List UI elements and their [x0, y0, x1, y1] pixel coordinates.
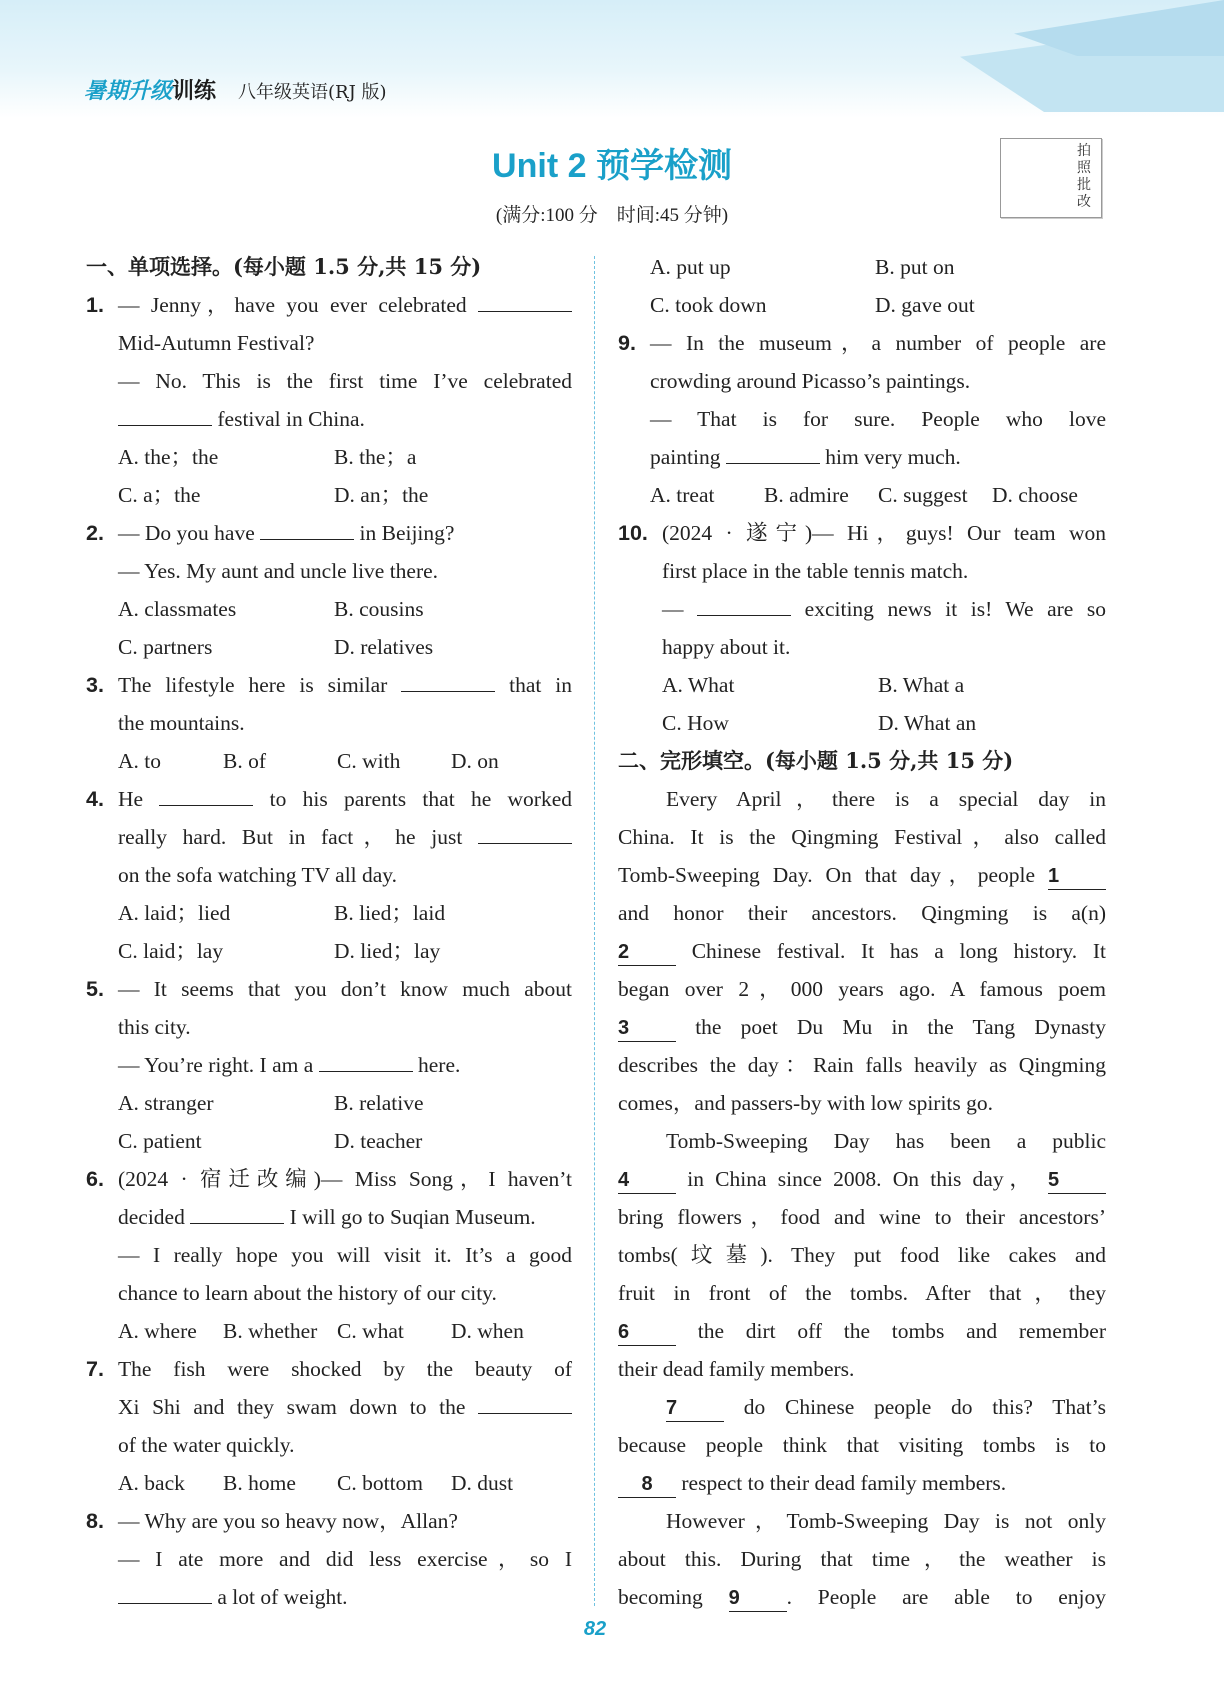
cloze-blank[interactable]: 2 — [618, 939, 676, 966]
question-8-options — [618, 248, 1106, 324]
option-c[interactable]: C. took down — [650, 293, 767, 317]
question-6: 6. (2024 · 宿迁改编)— Miss Song，I haven’t decided I will go to Suqian Museum. — I really hope you will visit it. It’s a good chance to learn about the history of our city. A. where B. whether C. what D. when — [86, 1160, 572, 1350]
answer-blank[interactable] — [726, 439, 820, 464]
cloze-blank[interactable]: 9 — [729, 1585, 787, 1612]
section-heading-single-choice: 一、单项选择。(每小题 1.5 分,共 15 分) — [86, 254, 482, 279]
option-d[interactable]: D. choose — [992, 483, 1078, 507]
brand-logo: 暑期升级训练 — [84, 78, 217, 103]
answer-blank[interactable] — [319, 1047, 413, 1072]
cloze-blank[interactable]: 5 — [1048, 1167, 1106, 1194]
option-b[interactable]: B. relative — [334, 1091, 424, 1115]
option-c[interactable]: C. bottom — [337, 1471, 424, 1495]
answer-blank[interactable] — [118, 401, 212, 426]
option-d[interactable]: D. when — [451, 1319, 524, 1343]
option-b[interactable]: B. cousins — [334, 597, 424, 621]
answer-blank[interactable] — [190, 1199, 284, 1224]
answer-blank[interactable] — [478, 819, 572, 844]
page-title: Unit 2 预学检测 — [492, 147, 732, 185]
right-column — [618, 248, 1106, 1616]
book-subtitle: 八年级英语(RJ 版) — [238, 82, 387, 103]
cloze-blank[interactable]: 1 — [1048, 863, 1106, 890]
answer-blank[interactable] — [118, 1579, 212, 1604]
option-d[interactable]: D. teacher — [334, 1129, 423, 1153]
answer-blank[interactable] — [478, 1389, 572, 1414]
option-d[interactable]: D. lied；lay — [334, 939, 441, 963]
answer-blank[interactable] — [260, 515, 354, 540]
option-b[interactable]: B. What a — [878, 673, 965, 697]
answer-blank[interactable] — [478, 287, 572, 312]
option-a[interactable]: A. where — [118, 1319, 197, 1343]
question-10: 10. (2024 · 遂宁)— Hi，guys! Our team won first place in the table tennis match. — exciting news it is! We are so happy about it. A. What B. What a C. How D. What an — [618, 514, 1106, 742]
cloze-blank[interactable]: 7 — [666, 1395, 724, 1422]
option-c[interactable]: C. a；the — [118, 483, 201, 507]
section-heading-cloze: 二、完形填空。(每小题 1.5 分,共 15 分) — [618, 748, 1014, 773]
option-a[interactable]: A. stranger — [118, 1091, 214, 1115]
answer-blank[interactable] — [697, 591, 791, 616]
option-d[interactable]: D. relatives — [334, 635, 434, 659]
option-c[interactable]: C. patient — [118, 1129, 202, 1153]
question-3: 3. The lifestyle here is similar that in the mountains. A. to B. of C. with D. on — [86, 666, 572, 780]
cloze-blank[interactable]: 6 — [618, 1319, 676, 1346]
option-a[interactable]: A. classmates — [118, 597, 237, 621]
score-time-info: (满分:100 分 时间:45 分钟) — [495, 205, 729, 226]
option-b[interactable]: B. home — [223, 1471, 296, 1495]
option-a[interactable]: A. put up — [650, 255, 731, 279]
column-divider — [594, 256, 595, 1606]
option-b[interactable]: B. the；a — [334, 445, 417, 469]
option-b[interactable]: B. put on — [875, 255, 955, 279]
cloze-blank[interactable]: 4 — [618, 1167, 676, 1194]
question-8: 8. — Why are you so heavy now，Allan? — I ate more and did less exercise，so I a lot of weight. — [86, 1509, 572, 1609]
question-4: 4. He to his parents that he worked really hard. But in fact，he just on the sofa watching TV all day. A. laid；lied B. lied；laid C. laid；lay D. lied；lay — [86, 780, 572, 970]
cloze-passage: Every April，there is a special day in China. It is the Qingming Festival，also called Tomb-Sweeping Day. On that day，people 1 and honor their ancestors. Qingming is a(n) 2 Chinese festival. It has a long history. It began over 2，000 years ago. A famous poem 3 the poet Du Mu in the Tang Dynasty describes the day：Rain falls heavily as Qingming comes，and passers-by with low spirits go. Tomb-Sweeping Day has been a public 4 in China since 2008. On this day， 5 bring flowers，food and wine to their ancestors’ tombs(坟墓). They put food like cakes and fruit in front of the tombs. After that，they 6 the dirt off the tombs and remember their dead family members. 7 do Chinese people do this? That’s because people think that visiting tombs is to 8 respect to their dead family members. However，Tomb-Sweeping Day is not only about this. During that time，the weather is becoming 9 . People are able to enjoy — [618, 780, 1106, 1616]
option-a[interactable]: A. to — [118, 749, 161, 773]
question-5: 5. — It seems that you don’t know much about this city. — You’re right. I am a here. A. stranger B. relative C. patient D. teacher — [86, 970, 572, 1160]
option-d[interactable]: D. an；the — [334, 483, 429, 507]
option-a[interactable]: A. back — [118, 1471, 185, 1495]
option-d[interactable]: D. dust — [451, 1471, 514, 1495]
option-c[interactable]: C. partners — [118, 635, 213, 659]
cloze-blank[interactable]: 8 — [618, 1471, 676, 1498]
answer-blank[interactable] — [401, 667, 495, 692]
option-c[interactable]: C. laid；lay — [118, 939, 224, 963]
option-b[interactable]: B. of — [223, 749, 266, 773]
page-number: 82 — [583, 1618, 607, 1640]
option-d[interactable]: D. What an — [878, 711, 977, 735]
cloze-blank[interactable]: 3 — [618, 1015, 676, 1042]
option-c[interactable]: C. what — [337, 1319, 404, 1343]
question-9: 9. — In the museum，a number of people are crowding around Picasso’s paintings. — That is for sure. People who love painting him very much. A. treat B. admire C. suggest D. choose — [618, 324, 1106, 514]
question-1: 1. — Jenny，have you ever celebrated Mid-Autumn Festival? — No. This is the first time I’ve celebrated festival in China. A. the；the B. the；a C. a；the D. an；the — [86, 286, 572, 514]
question-7: 7. The fish were shocked by the beauty of Xi Shi and they swam down to the of the water quickly. A. back B. home C. bottom D. dust — [86, 1350, 572, 1502]
left-column — [86, 248, 572, 1616]
question-2: 2. — Do you have in Beijing? — Yes. My aunt and uncle live there. A. classmates B. cousins C. partners D. relatives — [86, 514, 572, 666]
answer-blank[interactable] — [159, 781, 253, 806]
photo-grading-box[interactable]: 拍照批改 — [1000, 138, 1102, 218]
option-b[interactable]: B. whether — [223, 1319, 318, 1343]
option-a[interactable]: A. the；the — [118, 445, 219, 469]
option-c[interactable]: C. with — [337, 749, 401, 773]
option-a[interactable]: A. laid；lied — [118, 901, 231, 925]
option-a[interactable]: A. What — [662, 673, 735, 697]
option-a[interactable]: A. treat — [650, 483, 715, 507]
option-b[interactable]: B. lied；laid — [334, 901, 446, 925]
option-d[interactable]: D. gave out — [875, 293, 975, 317]
option-c[interactable]: C. How — [662, 711, 729, 735]
option-b[interactable]: B. admire — [764, 483, 849, 507]
option-c[interactable]: C. suggest — [878, 483, 968, 507]
option-d[interactable]: D. on — [451, 749, 499, 773]
